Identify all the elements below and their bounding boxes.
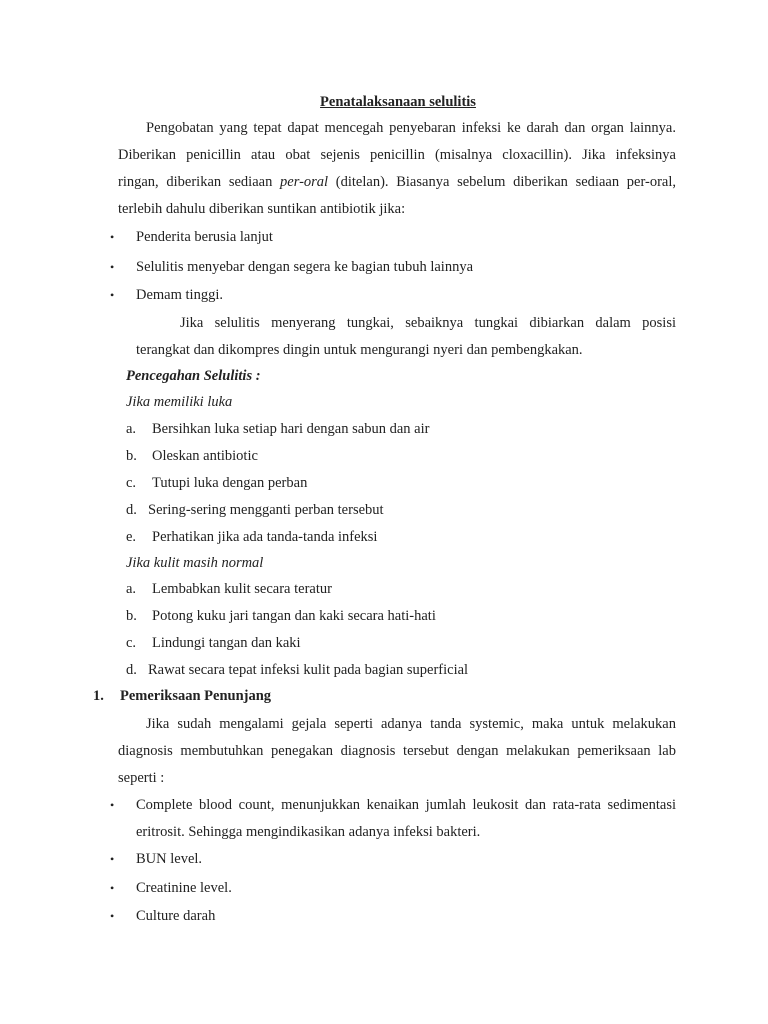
intro-line-3-a: ringan, diberikan sediaan	[118, 174, 281, 190]
section-heading: Pemeriksaan Penunjang	[120, 688, 272, 704]
prevention-heading: Pencegahan Selulitis :	[126, 368, 261, 384]
note-line-2: terangkat dan dikompres dingin untuk mengurangi nyeri dan pembengkakan.	[136, 342, 583, 358]
list-marker: e.	[126, 529, 137, 545]
bullet-item: Penderita berusia lanjut	[136, 229, 273, 245]
list-marker: d.	[126, 502, 137, 518]
list-item: Perhatikan jika ada tanda-tanda infeksi	[152, 529, 378, 545]
list-item: Lembabkan kulit secara teratur	[152, 581, 332, 597]
bullet-marker: •	[110, 288, 115, 302]
bullet-marker: •	[110, 798, 115, 812]
bullet-item: Complete blood count, menunjukkan kenaikan jumlah leukosit dan rata-rata sedimentasi	[136, 797, 676, 813]
intro-line-3	[118, 173, 676, 191]
intro-line-3-emphasis: per-oral	[280, 174, 329, 190]
list-item: Sering-sering mengganti perban tersebut	[148, 502, 384, 518]
bullet-item: Demam tinggi.	[136, 287, 223, 303]
bullet-item-continuation: eritrosit. Sehingga mengindikasikan adanya infeksi bakteri.	[136, 824, 481, 840]
list-item: Lindungi tangan dan kaki	[152, 635, 301, 651]
section-line-3: seperti :	[118, 770, 165, 786]
list-marker: c.	[126, 635, 137, 651]
list-marker: d.	[126, 662, 137, 678]
document-title: Penatalaksanaan selulitis	[320, 94, 476, 110]
bullet-marker: •	[110, 852, 115, 866]
intro-line-4: terlebih dahulu diberikan suntikan antibiotik jika:	[118, 201, 406, 217]
list-marker: c.	[126, 475, 137, 491]
note-line-1: Jika selulitis menyerang tungkai, sebaiknya tungkai dibiarkan dalam posisi	[180, 315, 676, 331]
prevention-subheading-normal-skin: Jika kulit masih normal	[126, 555, 264, 571]
list-marker: a.	[126, 581, 137, 597]
list-item: Oleskan antibiotic	[152, 448, 258, 464]
bullet-marker: •	[110, 881, 115, 895]
bullet-marker: •	[110, 909, 115, 923]
intro-line-2: Diberikan penicillin atau obat sejenis penicillin (misalnya cloxacillin). Jika infeksinya	[118, 147, 676, 163]
list-item: Rawat secara tepat infeksi kulit pada bagian superficial	[148, 662, 469, 678]
bullet-marker: •	[110, 260, 115, 274]
section-number: 1.	[93, 688, 104, 704]
list-marker: a.	[126, 421, 137, 437]
bullet-marker: •	[110, 230, 115, 244]
intro-line-3-b: (ditelan). Biasanya sebelum diberikan sediaan per-oral,	[328, 174, 676, 190]
list-marker: b.	[126, 608, 137, 624]
intro-line-1: Pengobatan yang tepat dapat mencegah penyebaran infeksi ke darah dan organ lainnya.	[146, 120, 676, 136]
list-item: Bersihkan luka setiap hari dengan sabun dan air	[152, 421, 430, 437]
list-item: Potong kuku jari tangan dan kaki secara hati-hati	[152, 608, 436, 624]
section-line-2: diagnosis membutuhkan penegakan diagnosis tersebut dengan melakukan pemeriksaan lab	[118, 743, 676, 759]
prevention-subheading-wound: Jika memiliki luka	[126, 394, 233, 410]
bullet-item: BUN level.	[136, 851, 203, 867]
bullet-item: Selulitis menyebar dengan segera ke bagian tubuh lainnya	[136, 259, 474, 275]
bullet-item: Creatinine level.	[136, 880, 232, 896]
list-item: Tutupi luka dengan perban	[152, 475, 308, 491]
bullet-item: Culture darah	[136, 908, 216, 924]
list-marker: b.	[126, 448, 137, 464]
section-line-1: Jika sudah mengalami gejala seperti adanya tanda systemic, maka untuk melakukan	[146, 716, 676, 732]
